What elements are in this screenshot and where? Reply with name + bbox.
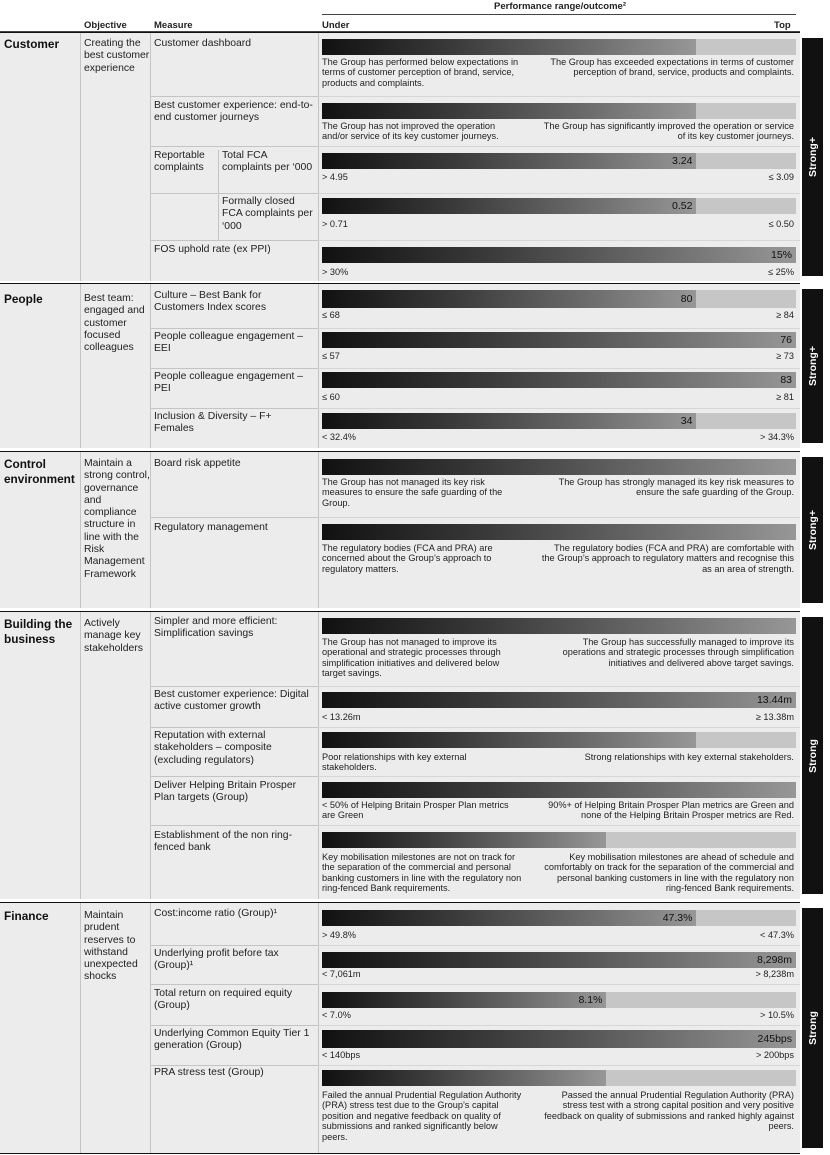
under-threshold-text: > 4.95 bbox=[322, 172, 348, 182]
measure-divider bbox=[318, 945, 800, 946]
performance-bar-fill bbox=[322, 332, 796, 348]
performance-bar bbox=[322, 39, 796, 55]
rating-badge bbox=[802, 289, 823, 443]
performance-bar-fill bbox=[322, 372, 796, 388]
performance-header: Performance range/outcome² bbox=[494, 1, 626, 12]
bar-value: 13.44m bbox=[756, 694, 792, 706]
rating-badge bbox=[802, 908, 823, 1148]
sub-divider bbox=[218, 150, 219, 241]
performance-bar bbox=[322, 732, 796, 748]
performance-bar bbox=[322, 832, 796, 848]
bar-value: 15% bbox=[770, 249, 792, 261]
under-threshold-text: The Group has not managed its key risk measures to ensure the safe guarding of the Group. bbox=[322, 477, 503, 508]
column-divider bbox=[318, 33, 319, 281]
performance-bar-fill bbox=[322, 732, 696, 748]
category-label: Control environment bbox=[4, 457, 75, 486]
performance-bar-fill bbox=[322, 103, 696, 119]
top-threshold-text: The Group has exceeded expectations in terms of customer perception of brand, service, products and complaints. bbox=[550, 57, 794, 78]
measure-label: People colleague engagement – EEI bbox=[154, 331, 304, 355]
section-rule bbox=[0, 451, 800, 452]
measure-label: Best customer experience: end-to-end customer journeys bbox=[154, 100, 313, 124]
under-threshold-text: ≤ 68 bbox=[322, 310, 340, 320]
sub-measure-label: Formally closed FCA complaints per ‘000 bbox=[222, 196, 313, 232]
measure-divider bbox=[318, 146, 800, 147]
performance-bar-fill bbox=[322, 459, 796, 475]
performance-bar bbox=[322, 782, 796, 798]
measure-label: Underlying Common Equity Tier 1 generation (Group) bbox=[154, 1028, 310, 1052]
table-bottom-rule bbox=[0, 1153, 800, 1154]
header-rule-top bbox=[322, 14, 796, 15]
measure-label: Establishment of the non ring-fenced bank bbox=[154, 830, 293, 854]
measure-divider bbox=[150, 686, 318, 687]
measure-divider bbox=[150, 727, 318, 728]
rating-badge bbox=[802, 617, 823, 894]
measure-divider bbox=[150, 368, 318, 369]
measure-divider bbox=[150, 146, 318, 147]
column-divider bbox=[318, 903, 319, 1153]
top-threshold-text: > 10.5% bbox=[760, 1010, 794, 1020]
objective-header: Objective bbox=[84, 20, 127, 31]
under-threshold-text: < 7,061m bbox=[322, 969, 361, 979]
under-threshold-text: > 49.8% bbox=[322, 930, 356, 940]
top-threshold-text: ≤ 25% bbox=[768, 267, 794, 277]
under-threshold-text: The Group has not managed to improve its operational and strategic processes through simplification initiatives and delivered below target savings. bbox=[322, 637, 501, 679]
performance-bar-fill bbox=[322, 1030, 796, 1048]
column-divider bbox=[318, 452, 319, 608]
performance-bar bbox=[322, 198, 796, 214]
measure-divider bbox=[150, 1025, 318, 1026]
section-rule bbox=[0, 611, 800, 612]
top-threshold-text: Key mobilisation milestones are ahead of schedule and comfortably on track for the separation of the commercial and personal banking customers in line with the regulatory non ring-fenced Bank requirements. bbox=[544, 852, 794, 894]
performance-bar-fill bbox=[322, 992, 606, 1008]
top-header: Top bbox=[774, 20, 791, 31]
top-threshold-text: The Group has strongly managed its key risk measures to ensure the safe guarding of the Group. bbox=[558, 477, 794, 498]
under-threshold-text: < 50% of Helping Britain Prosper Plan metrics are Green bbox=[322, 800, 509, 821]
measure-divider bbox=[150, 825, 318, 826]
top-threshold-text: ≥ 13.38m bbox=[755, 712, 794, 722]
measure-label: Customer dashboard bbox=[154, 38, 252, 49]
sub-measure-label: Total FCA complaints per ‘000 bbox=[222, 150, 313, 174]
measure-divider bbox=[150, 96, 318, 97]
top-threshold-text: ≥ 81 bbox=[776, 392, 794, 402]
performance-bar-fill bbox=[322, 290, 696, 308]
performance-bar bbox=[322, 247, 796, 263]
column-divider bbox=[318, 284, 319, 448]
bar-value: 3.24 bbox=[672, 155, 693, 167]
measure-label: People colleague engagement – PEI bbox=[154, 371, 304, 395]
measure-divider bbox=[318, 1065, 800, 1066]
measure-divider bbox=[150, 776, 318, 777]
performance-bar bbox=[322, 332, 796, 348]
measure-divider bbox=[150, 1065, 318, 1066]
measure-label: Total return on required equity (Group) bbox=[154, 988, 293, 1012]
column-divider bbox=[318, 612, 319, 899]
top-threshold-text: Strong relationships with key external stakeholders. bbox=[584, 752, 794, 762]
measure-divider bbox=[318, 96, 800, 97]
measure-label: Board risk appetite bbox=[154, 458, 241, 469]
top-threshold-text: ≥ 84 bbox=[776, 310, 794, 320]
performance-bar-fill bbox=[322, 692, 796, 708]
category-label: Building the business bbox=[4, 617, 73, 646]
under-threshold-text: > 0.71 bbox=[322, 219, 348, 229]
performance-bar bbox=[322, 372, 796, 388]
performance-bar bbox=[322, 153, 796, 169]
section-rule bbox=[0, 32, 800, 33]
under-threshold-text: ≤ 57 bbox=[322, 351, 340, 361]
top-threshold-text: > 8,238m bbox=[755, 969, 794, 979]
measure-divider bbox=[318, 825, 800, 826]
measure-divider bbox=[150, 984, 318, 985]
performance-bar-fill bbox=[322, 39, 696, 55]
column-divider bbox=[80, 33, 81, 281]
performance-bar bbox=[322, 524, 796, 540]
measure-label: FOS uphold rate (ex PPI) bbox=[154, 244, 271, 255]
measure-divider bbox=[150, 945, 318, 946]
measure-divider bbox=[150, 240, 318, 241]
column-divider bbox=[150, 612, 151, 899]
column-divider bbox=[80, 284, 81, 448]
top-threshold-text: Passed the annual Prudential Regulation Authority (PRA) stress test with a strong capital position and very positive feedback on quality of submissions and ranked highly against peers. bbox=[544, 1090, 794, 1132]
top-threshold-text: 90%+ of Helping Britain Prosper Plan metrics are Green and none of the Helping Britain Prosper metrics are Red. bbox=[548, 800, 794, 821]
objective-text: Maintain prudent reserves to withstand unexpected shocks bbox=[84, 910, 138, 983]
measure-divider bbox=[318, 517, 800, 518]
under-threshold-text: Poor relationships with key external stakeholders. bbox=[322, 752, 467, 773]
top-threshold-text: ≥ 73 bbox=[776, 351, 794, 361]
performance-bar-fill bbox=[322, 618, 796, 634]
under-threshold-text: < 140bps bbox=[322, 1050, 361, 1060]
under-threshold-text: < 7.0% bbox=[322, 1010, 351, 1020]
measure-divider bbox=[150, 408, 318, 409]
measure-divider bbox=[318, 368, 800, 369]
measure-label: PRA stress test (Group) bbox=[154, 1067, 264, 1078]
measure-label: Best customer experience: Digital active customer growth bbox=[154, 689, 309, 713]
performance-bar bbox=[322, 459, 796, 475]
performance-bar-fill bbox=[322, 524, 796, 540]
column-divider bbox=[80, 903, 81, 1153]
rating-label: Strong bbox=[806, 738, 819, 773]
measure-divider bbox=[318, 984, 800, 985]
measure-divider bbox=[318, 686, 800, 687]
bar-value: 47.3% bbox=[662, 912, 693, 924]
under-threshold-text: ≤ 60 bbox=[322, 392, 340, 402]
rating-label: Strong+ bbox=[806, 137, 819, 177]
under-threshold-text: The Group has performed below expectations in terms of customer perception of brand, service, products and complaints. bbox=[322, 57, 519, 88]
performance-bar-fill bbox=[322, 910, 696, 926]
measure-label: Culture – Best Bank for Customers Index scores bbox=[154, 290, 267, 314]
measure-divider bbox=[150, 328, 318, 329]
measure-header: Measure bbox=[154, 20, 193, 31]
performance-bar-fill bbox=[322, 198, 696, 214]
under-threshold-text: < 13.26m bbox=[322, 712, 361, 722]
section-rule bbox=[0, 902, 800, 903]
bar-value: 34 bbox=[680, 415, 693, 427]
measure-label: Underlying profit before tax (Group)¹ bbox=[154, 948, 279, 972]
top-threshold-text: ≤ 0.50 bbox=[768, 219, 794, 229]
rating-label: Strong bbox=[806, 1011, 819, 1045]
top-threshold-text: < 47.3% bbox=[760, 930, 794, 940]
performance-bar bbox=[322, 952, 796, 968]
performance-bar bbox=[322, 992, 796, 1008]
measure-label: Deliver Helping Britain Prosper Plan targets (Group) bbox=[154, 780, 297, 804]
measure-label: Inclusion & Diversity – F+ Females bbox=[154, 411, 272, 435]
column-divider bbox=[80, 612, 81, 899]
measure-label: Simpler and more efficient: Simplification savings bbox=[154, 616, 278, 640]
measure-divider bbox=[150, 193, 318, 194]
performance-bar bbox=[322, 618, 796, 634]
rating-badge bbox=[802, 38, 823, 276]
under-threshold-text: < 32.4% bbox=[322, 432, 356, 442]
measure-divider bbox=[318, 328, 800, 329]
bar-value: 83 bbox=[780, 374, 792, 386]
category-label: Customer bbox=[4, 37, 60, 51]
under-threshold-text: > 30% bbox=[322, 267, 349, 277]
performance-bar-fill bbox=[322, 782, 796, 798]
under-threshold-text: The regulatory bodies (FCA and PRA) are concerned about the Group’s approach to regulatory matters. bbox=[322, 543, 493, 574]
performance-bar-fill bbox=[322, 952, 796, 968]
performance-bar bbox=[322, 910, 796, 926]
measure-divider bbox=[318, 776, 800, 777]
rating-label: Strong+ bbox=[806, 346, 819, 386]
under-threshold-text: Failed the annual Prudential Regulation Authority (PRA) stress test due to the Group’s capital position and negative feedback on quality of submissions and ranked significantly below peers. bbox=[322, 1090, 522, 1142]
section-rule bbox=[0, 283, 800, 284]
performance-bar bbox=[322, 103, 796, 119]
measure-divider bbox=[318, 727, 800, 728]
performance-bar bbox=[322, 290, 796, 308]
bar-value: 8,298m bbox=[756, 954, 792, 966]
performance-bar-fill bbox=[322, 153, 696, 169]
measure-label: Cost:income ratio (Group)¹ bbox=[154, 908, 277, 919]
performance-bar bbox=[322, 1070, 796, 1086]
measure-divider bbox=[150, 517, 318, 518]
performance-bar-fill bbox=[322, 247, 796, 263]
under-threshold-text: Key mobilisation milestones are not on track for the separation of the commercial and personal banking customers in line with the regulatory non ring-fenced Bank requirements. bbox=[322, 852, 522, 894]
category-label: Finance bbox=[4, 909, 49, 923]
under-header: Under bbox=[322, 20, 350, 31]
bar-value: 8.1% bbox=[578, 994, 603, 1006]
objective-text: Best team: engaged and customer focused colleagues bbox=[84, 293, 145, 354]
rating-label: Strong+ bbox=[806, 510, 819, 550]
objective-text: Actively manage key stakeholders bbox=[84, 618, 143, 654]
performance-bar-fill bbox=[322, 413, 696, 429]
measure-divider bbox=[318, 193, 800, 194]
top-threshold-text: The Group has significantly improved the operation or service of its key customer journeys. bbox=[543, 121, 794, 142]
top-threshold-text: The Group has successfully managed to improve its operations and strategic processes through simplification initiatives and delivered above target savings. bbox=[562, 637, 794, 668]
top-threshold-text: ≤ 3.09 bbox=[768, 172, 794, 182]
measure-label: Reputation with external stakeholders – composite (excluding regulators) bbox=[154, 730, 272, 766]
top-threshold-text: > 34.3% bbox=[760, 432, 794, 442]
performance-bar-fill bbox=[322, 1070, 606, 1086]
bar-value: 80 bbox=[680, 293, 693, 305]
measure-label: Reportable complaints bbox=[154, 150, 205, 174]
measure-label: Regulatory management bbox=[154, 522, 268, 533]
objective-text: Creating the best customer experience bbox=[84, 38, 150, 74]
under-threshold-text: The Group has not improved the operation and/or service of its key customer journeys. bbox=[322, 121, 499, 142]
objective-text: Maintain a strong control, governance and compliance structure in line with the Risk Management Framework bbox=[84, 458, 150, 580]
performance-bar-fill bbox=[322, 832, 606, 848]
performance-bar bbox=[322, 692, 796, 708]
measure-divider bbox=[318, 240, 800, 241]
measure-divider bbox=[318, 1025, 800, 1026]
performance-bar bbox=[322, 413, 796, 429]
rating-badge bbox=[802, 457, 823, 603]
performance-bar bbox=[322, 1030, 796, 1048]
category-label: People bbox=[4, 292, 43, 306]
top-threshold-text: The regulatory bodies (FCA and PRA) are comfortable with the Group’s approach to regulatory matters and recognise this as an area of strength. bbox=[541, 543, 794, 574]
bar-value: 76 bbox=[780, 334, 792, 346]
bar-value: 245bps bbox=[757, 1033, 792, 1045]
bar-value: 0.52 bbox=[672, 200, 693, 212]
top-threshold-text: > 200bps bbox=[755, 1050, 794, 1060]
measure-divider bbox=[318, 408, 800, 409]
